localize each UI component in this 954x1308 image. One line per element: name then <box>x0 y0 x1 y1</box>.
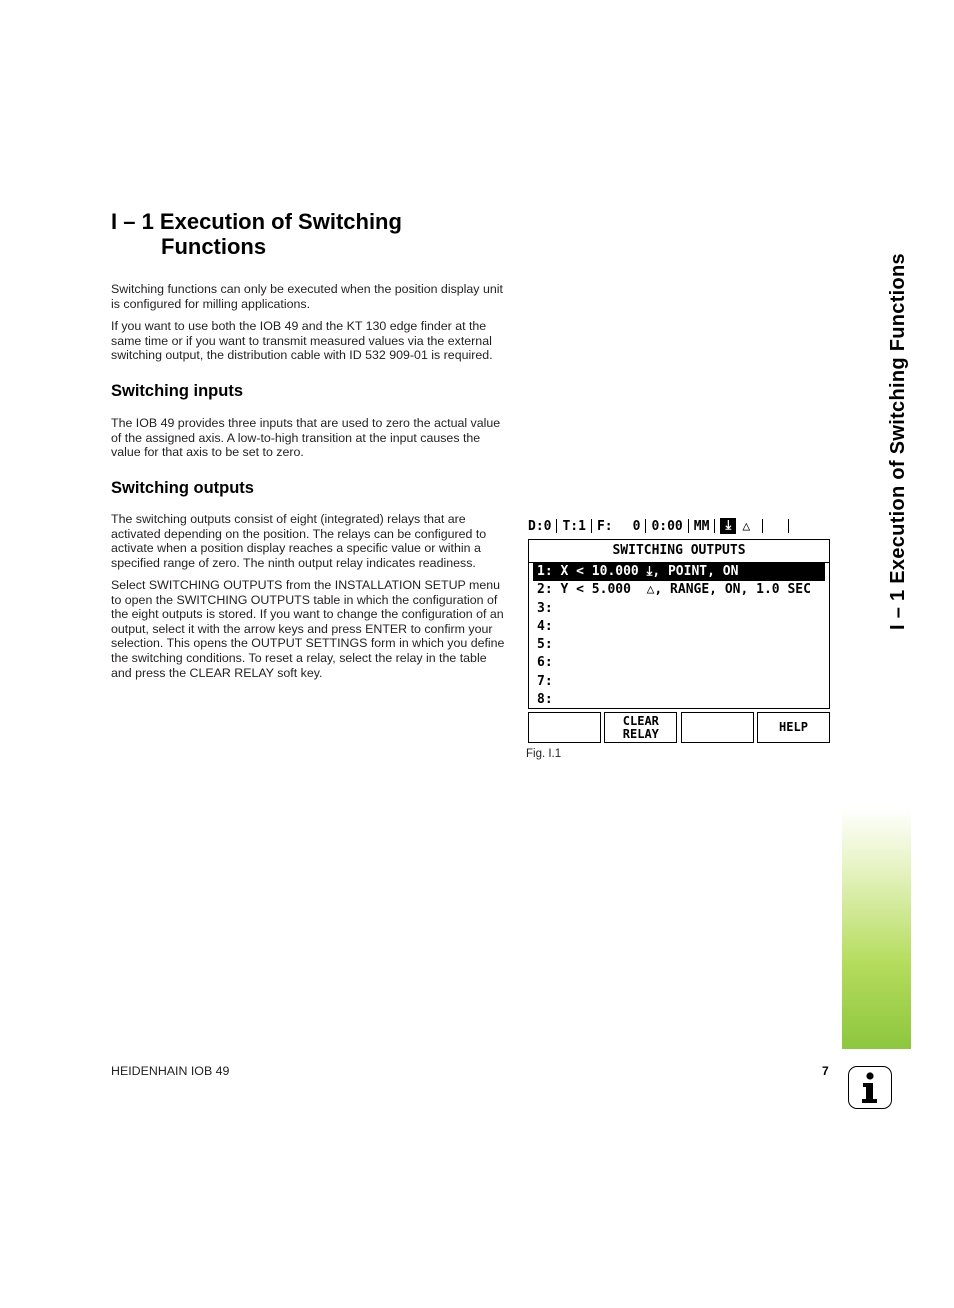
clear-relay-softkey[interactable]: CLEAR RELAY <box>604 712 677 743</box>
switching-inputs-text: The IOB 49 provides three inputs that are used to zero the actual value of the assigned axis. A low-to-high transition at the input causes the value for that axis to be set to zero. <box>111 416 501 460</box>
status-divider <box>645 519 646 533</box>
relay-row-8[interactable]: 8: <box>537 692 553 708</box>
side-chapter-title <box>860 210 909 630</box>
dro-status-bar <box>528 515 830 537</box>
status-feed-label: F: <box>596 518 613 534</box>
status-time: 0:00 <box>651 518 683 534</box>
help-softkey[interactable]: HELP <box>757 712 830 743</box>
status-tool: T:1 <box>562 518 586 534</box>
status-divider <box>714 519 715 533</box>
relay-row-4[interactable]: 4: <box>537 618 553 634</box>
status-divider <box>556 519 557 533</box>
relay-row-6[interactable]: 6: <box>537 655 553 671</box>
page-title-line1: I – 1 Execution of Switching <box>111 209 402 234</box>
switching-inputs-heading: Switching inputs <box>111 382 243 400</box>
status-feed-value: 0 <box>632 518 641 534</box>
page-number: 7 <box>822 1064 829 1078</box>
status-divider <box>788 519 789 533</box>
switching-outputs-paragraph-2: Select SWITCHING OUTPUTS from the INSTALLATION SETUP menu to open the SWITCHING OUTPUTS table in which the configuration of the eight outputs is stored. If you want to change the configuration of an output, select it with the arrow keys and press ENTER to confirm your selection. This opens the OUTPUT SETTINGS form in which you define the switching conditions. To reset a relay, select the relay in the table and press the CLEAR RELAY soft key. <box>111 578 505 680</box>
status-datum: D:0 <box>528 518 552 534</box>
relay-row-3[interactable]: 3: <box>537 600 553 616</box>
manual-name: HEIDENHAIN IOB 49 <box>111 1064 230 1078</box>
status-divider <box>591 519 592 533</box>
relay-list <box>529 563 829 709</box>
info-icon <box>848 1066 892 1109</box>
relay-row-1[interactable]: 1: X < 10.000 ⤓, POINT, ON <box>533 563 825 581</box>
page-title <box>111 209 402 259</box>
switching-outputs-screen <box>528 539 830 709</box>
chapter-tab-bar <box>842 808 911 1049</box>
softkey-1[interactable] <box>528 712 601 743</box>
relay-row-2[interactable]: 2: Y < 5.000 △, RANGE, ON, 1.0 SEC <box>537 582 811 598</box>
side-chapter-title-text: I – 1 Execution of Switching Functions <box>887 253 909 630</box>
intro-paragraph-2: If you want to use both the IOB 49 and the KT 130 edge finder at the same time or if you want to transmit measured values via the external switching output, the distribution cable with ID 532 909-01 is required. <box>111 319 493 363</box>
page-title-line2: Functions <box>161 234 267 259</box>
screen-title: SWITCHING OUTPUTS <box>529 540 829 563</box>
intro-paragraph-1: Switching functions can only be executed when the position display unit is configured for milling applications. <box>111 282 503 311</box>
switching-outputs-heading: Switching outputs <box>111 479 254 497</box>
relay-row-5[interactable]: 5: <box>537 637 553 653</box>
absolute-mode-icon: ⤓ <box>720 518 736 534</box>
status-unit: MM <box>693 518 710 534</box>
delta-icon: △ <box>742 518 751 534</box>
relay-row-7[interactable]: 7: <box>537 673 553 689</box>
switching-outputs-paragraph-1: The switching outputs consist of eight (integrated) relays that are activated depending on the position. The relays can be configured to activate when a position display reaches a specific value or within a specified range of zero. The ninth output relay indicates readiness. <box>111 512 487 570</box>
status-divider <box>762 519 763 533</box>
status-divider <box>688 519 689 533</box>
softkey-bar <box>528 712 830 743</box>
figure-caption: Fig. I.1 <box>526 748 562 760</box>
softkey-3[interactable] <box>681 712 754 743</box>
